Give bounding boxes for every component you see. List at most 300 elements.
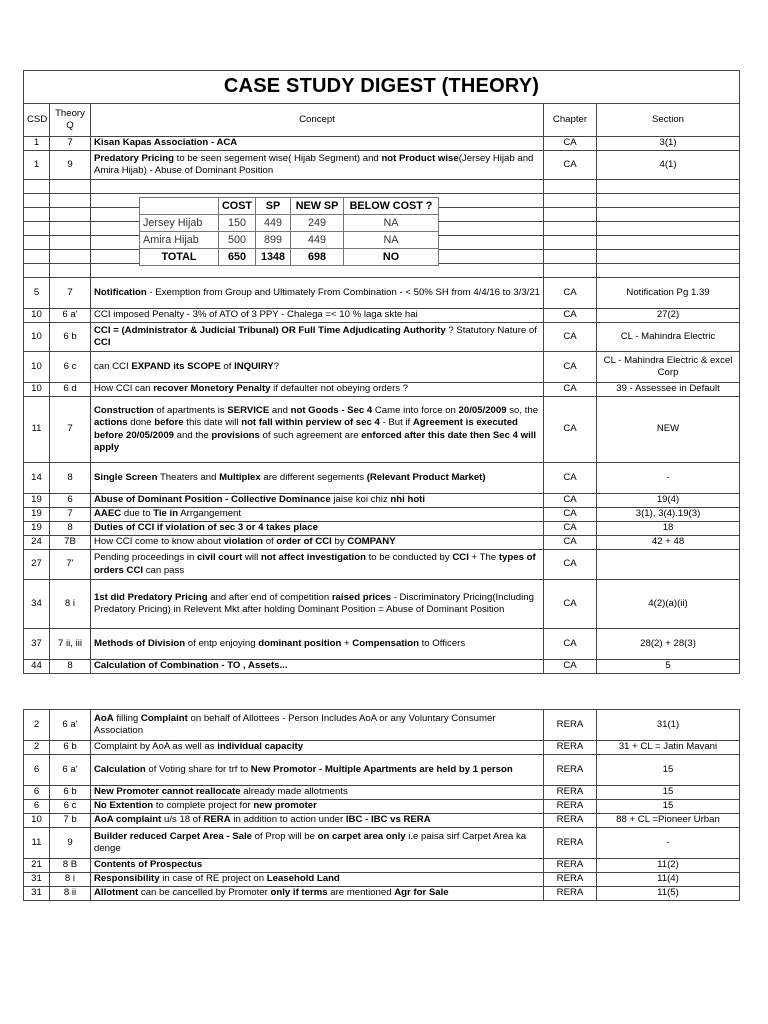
header-section: Section [597, 104, 740, 137]
concept-bold-text: actions [94, 417, 128, 429]
concept-text: ? [273, 360, 280, 372]
concept-bold-text: not fall within perview of sec 4 [241, 417, 380, 429]
concept-bold-text: new promoter [253, 800, 317, 812]
theory-q-cell: 9 [50, 828, 91, 859]
concept-bold-text: recover Monetory Penalty [153, 383, 271, 395]
concept-bold-text: Contents of Prospectus [94, 859, 203, 871]
concept-text: of Voting share for trf to [145, 763, 251, 775]
theory-q-cell: 6 [50, 494, 91, 508]
concept-text: u/s 18 of [161, 814, 204, 826]
chapter-cell: CA [544, 352, 597, 383]
chapter-cell: CA [544, 629, 597, 660]
csd-cell: 19 [24, 522, 50, 536]
concept-text: CCI imposed Penalty - 3% of ATO of 3 PPY - Chalega =< 10 % laga skte hai [94, 309, 418, 321]
new-sp-value: 449 [291, 232, 344, 249]
section-cell: 15 [597, 755, 740, 786]
chapter-cell: CA [544, 660, 597, 674]
concept-bold-text: Notification [94, 286, 147, 298]
concept-bold-text: enforced after this date then Sec 4 will apply [94, 429, 537, 453]
concept-text: and [269, 404, 291, 416]
cost-value: 150 [219, 215, 256, 232]
concept-text: of [263, 536, 277, 548]
section-cell: 4(2)(a)(ii) [597, 580, 740, 629]
theory-q-cell: 6 b [50, 323, 91, 352]
header-chapter: Chapter [544, 104, 597, 137]
concept-cell [91, 873, 544, 887]
concept-bold-text: No Extention [94, 800, 154, 812]
header-csd: CSD [24, 104, 50, 137]
csd-cell: 6 [24, 755, 50, 786]
csd-cell: 11 [24, 828, 50, 859]
table-row [24, 508, 740, 522]
concept-text: i.e paisa sirf Carpet Area ka denge [94, 830, 527, 854]
concept-text: can be cancelled by Promoter [138, 887, 271, 899]
concept-bold-text: AoA complaint [94, 814, 162, 826]
ca-digest-table [23, 70, 740, 674]
csd-cell: 11 [24, 397, 50, 463]
table-row [24, 710, 740, 741]
sp-value: 899 [256, 232, 291, 249]
chapter-cell: RERA [544, 814, 597, 828]
concept-bold-text: 20/05/2009 [458, 404, 507, 416]
theory-q-cell: 8 [50, 522, 91, 536]
concept-text: already made allotments [240, 786, 348, 798]
concept-bold-text: 1st did Predatory Pricing [94, 591, 208, 603]
concept-bold-text: dominant position [258, 637, 342, 649]
concept-bold-text: CCI [452, 552, 469, 564]
theory-q-cell: 8 [50, 660, 91, 674]
concept-bold-text: COMPANY [347, 536, 396, 548]
concept-cell [91, 137, 544, 151]
concept-bold-text: EXPAND its SCOPE [131, 360, 221, 372]
new-sp-value: 249 [291, 215, 344, 232]
csd-cell: 19 [24, 494, 50, 508]
chapter-cell: RERA [544, 873, 597, 887]
concept-bold-text: Construction [94, 404, 154, 416]
section-cell: 15 [597, 800, 740, 814]
concept-bold-text: Leasehold Land [266, 873, 340, 885]
table-row [24, 309, 740, 323]
theory-q-cell: 6 c [50, 800, 91, 814]
theory-q-cell: 8 i [50, 873, 91, 887]
concept-text: jaise koi chiz [330, 494, 391, 506]
chapter-cell: RERA [544, 800, 597, 814]
theory-q-cell: 7 [50, 508, 91, 522]
concept-text: of [220, 360, 235, 372]
concept-bold-text: AAEC [94, 508, 122, 520]
section-cell: 3(1) [597, 137, 740, 151]
section-cell: NEW [597, 397, 740, 463]
csd-cell: 19 [24, 508, 50, 522]
concept-bold-text: Builder reduced Carpet Area - Sale [94, 830, 252, 842]
concept-text: to Officers [418, 637, 466, 649]
concept-text: Pending proceedings in [94, 552, 197, 564]
concept-bold-text: Agreement is executed before 20/05/2009 [94, 417, 518, 441]
concept-text: in case of RE project on [159, 873, 267, 885]
concept-bold-text: CCI = (Administrator & Judicial Tribunal) OR Full Time Adjudicating Authority [94, 324, 446, 336]
chapter-cell: CA [544, 323, 597, 352]
chapter-cell: CA [544, 463, 597, 494]
concept-text: by [331, 536, 348, 548]
concept-text: to complete project for [153, 800, 254, 812]
concept-text: - Discriminatory Pricing(Including Predatory Pricing) in Relevent Mkt after holding Dominant Position = Abuse of Dominant Position [94, 591, 534, 615]
concept-text: can pass [143, 564, 185, 576]
table-row [24, 151, 740, 180]
concept-bold-text: civil court [196, 552, 243, 564]
page-title: CASE STUDY DIGEST (THEORY) [24, 71, 740, 104]
section-cell: - [597, 463, 740, 494]
table-row [24, 660, 740, 674]
concept-text: due to [121, 508, 154, 520]
csd-cell: 24 [24, 536, 50, 550]
concept-text: to be conducted by [365, 552, 453, 564]
concept-text: done [127, 417, 155, 429]
chapter-cell: RERA [544, 828, 597, 859]
table-row [24, 383, 740, 397]
empty-row [24, 180, 740, 194]
section-cell: - [597, 828, 740, 859]
csd-cell: 31 [24, 887, 50, 901]
total-new-sp: 698 [291, 249, 344, 266]
theory-q-cell: 7B [50, 536, 91, 550]
chapter-cell: CA [544, 580, 597, 629]
concept-text: (Jersey Hijab and Amira Hijab) - Abuse of Dominant Position [94, 152, 534, 176]
section-cell: 18 [597, 522, 740, 536]
csd-cell: 10 [24, 323, 50, 352]
concept-cell [91, 814, 544, 828]
table-row [24, 800, 740, 814]
concept-text: Arrgangement [178, 508, 242, 520]
chapter-cell: CA [544, 278, 597, 309]
csd-cell: 44 [24, 660, 50, 674]
section-cell: 4(1) [597, 151, 740, 180]
theory-q-cell: 6 b [50, 741, 91, 755]
concept-cell [91, 859, 544, 873]
table-row [24, 463, 740, 494]
concept-bold-text: CCI [94, 337, 111, 348]
cost-header-blank [140, 198, 219, 215]
concept-bold-text: New Promotor - Multiple Apartments are held by 1 person [250, 763, 513, 775]
below-cost-value: NA [344, 215, 439, 232]
concept-bold-text: Predatory Pricing [94, 152, 174, 164]
concept-cell [91, 660, 544, 674]
table-row [24, 536, 740, 550]
header-theory-q: Theory Q [50, 104, 91, 137]
concept-text: Came into force on [372, 404, 459, 416]
csd-cell: 5 [24, 278, 50, 309]
table-row [24, 873, 740, 887]
concept-bold-text: individual capacity [217, 741, 304, 753]
total-below-cost: NO [344, 249, 439, 266]
theory-q-cell: 7 [50, 278, 91, 309]
concept-cell [91, 887, 544, 901]
concept-bold-text: New Promoter cannot reallocate [94, 786, 241, 798]
table-row [24, 741, 740, 755]
table-row [24, 580, 740, 629]
theory-q-cell: 8 i [50, 580, 91, 629]
sp-value: 449 [256, 215, 291, 232]
below-cost-value: NA [344, 232, 439, 249]
header-row [24, 104, 740, 137]
csd-cell: 6 [24, 800, 50, 814]
csd-cell: 14 [24, 463, 50, 494]
concept-text: are mentioned [327, 887, 395, 899]
concept-cell [91, 323, 544, 352]
theory-q-cell: 6 a' [50, 755, 91, 786]
product-name: Amira Hijab [140, 232, 219, 249]
csd-cell: 37 [24, 629, 50, 660]
concept-text: on behalf of Allottees - Person Includes AoA or any Voluntary Consumer Association [94, 712, 496, 736]
concept-text: can CCI [94, 360, 132, 372]
cost-row [140, 232, 439, 249]
concept-text: + [341, 637, 353, 649]
theory-q-cell: 6 b [50, 786, 91, 800]
table-row [24, 137, 740, 151]
table-row [24, 522, 740, 536]
concept-bold-text: IBC - IBC vs RERA [345, 814, 431, 826]
concept-cell [91, 800, 544, 814]
chapter-cell: RERA [544, 741, 597, 755]
section-cell: 27(2) [597, 309, 740, 323]
concept-cell [91, 536, 544, 550]
concept-bold-text: INQUIRY [234, 360, 274, 372]
table-row [24, 814, 740, 828]
csd-cell: 1 [24, 137, 50, 151]
table-row [24, 887, 740, 901]
chapter-cell: CA [544, 151, 597, 180]
theory-q-cell: 9 [50, 151, 91, 180]
theory-q-cell: 8 [50, 463, 91, 494]
concept-bold-text: provisions [211, 429, 260, 441]
theory-q-cell: 6 c [50, 352, 91, 383]
chapter-cell: RERA [544, 887, 597, 901]
concept-bold-text: types of orders CCI [94, 552, 536, 576]
concept-bold-text: Single Screen [94, 471, 158, 483]
concept-cell [91, 741, 544, 755]
section-cell: CL - Mahindra Electric [597, 323, 740, 352]
csd-cell: 10 [24, 814, 50, 828]
chapter-cell: CA [544, 137, 597, 151]
section-cell: 39 - Assessee in Default [597, 383, 740, 397]
csd-cell: 2 [24, 741, 50, 755]
concept-bold-text: Agr for Sale [394, 887, 449, 899]
concept-cell [91, 494, 544, 508]
theory-q-cell: 7' [50, 550, 91, 580]
section-cell: 88 + CL =Pioneer Urban [597, 814, 740, 828]
concept-bold-text: Multiplex [219, 471, 261, 483]
concept-bold-text: Methods of Division [94, 637, 186, 649]
concept-bold-text: violation [223, 536, 264, 548]
concept-bold-text: on carpet area only [317, 830, 406, 842]
concept-bold-text: Allotment [94, 887, 139, 899]
concept-bold-text: (Relevant Product Market) [366, 471, 486, 483]
section-cell: 3(1), 3(4).19(3) [597, 508, 740, 522]
section-cell: 11(5) [597, 887, 740, 901]
chapter-cell: CA [544, 494, 597, 508]
concept-bold-text: Calculation [94, 763, 146, 775]
concept-bold-text: AoA [94, 712, 114, 724]
table-row [24, 494, 740, 508]
concept-bold-text: nhi hoti [390, 494, 426, 506]
concept-bold-text: Compensation [352, 637, 419, 649]
concept-bold-text: Abuse of Dominant Position - Collective Dominance [94, 494, 331, 506]
total-label: TOTAL [140, 249, 219, 266]
csd-cell: 10 [24, 309, 50, 323]
concept-text: to be seen segement wise( Hijab Segment) and [173, 152, 382, 164]
chapter-cell: RERA [544, 786, 597, 800]
concept-bold-text: Kisan Kapas Association - ACA [94, 137, 238, 149]
cost-header-cost: COST [219, 198, 256, 215]
csd-cell: 31 [24, 873, 50, 887]
theory-q-cell: 8 B [50, 859, 91, 873]
theory-q-cell: 7 [50, 397, 91, 463]
section-cell: 11(2) [597, 859, 740, 873]
concept-text: and after end of competition [207, 591, 332, 603]
cost-total-row [140, 249, 439, 266]
theory-q-cell: 6 a' [50, 309, 91, 323]
concept-text: are different segements [260, 471, 367, 483]
concept-text: Complaint by AoA as well as [94, 741, 218, 753]
concept-text: + The [468, 552, 499, 564]
concept-cell [91, 828, 544, 859]
cost-comparison-table [139, 197, 439, 266]
title-row [24, 71, 740, 104]
concept-cell [91, 383, 544, 397]
concept-text: How CCI come to know about [94, 536, 224, 548]
concept-cell [91, 710, 544, 741]
chapter-cell: CA [544, 383, 597, 397]
concept-text: in addition to action under [230, 814, 346, 826]
csd-cell: 21 [24, 859, 50, 873]
concept-bold-text: Complaint [140, 712, 188, 724]
concept-text: and the [174, 429, 212, 441]
concept-text: so, the [506, 404, 539, 416]
section-cell: CL - Mahindra Electric & excel Corp [597, 352, 740, 383]
concept-cell [91, 151, 544, 180]
table-row [24, 629, 740, 660]
csd-cell: 27 [24, 550, 50, 580]
concept-bold-text: Responsibility [94, 873, 160, 885]
section-cell: 11(4) [597, 873, 740, 887]
section-cell: 28(2) + 28(3) [597, 629, 740, 660]
cost-row [140, 215, 439, 232]
theory-q-cell: 6 a' [50, 710, 91, 741]
concept-cell [91, 508, 544, 522]
section-cell: 31 + CL = Jatin Mavani [597, 741, 740, 755]
chapter-cell: CA [544, 536, 597, 550]
product-name: Jersey Hijab [140, 215, 219, 232]
concept-cell [91, 463, 544, 494]
concept-text: filling [113, 712, 141, 724]
table-row [24, 550, 740, 580]
concept-bold-text: not Product wise [381, 152, 459, 164]
chapter-cell: RERA [544, 859, 597, 873]
concept-cell [91, 397, 544, 463]
concept-bold-text: RERA [203, 814, 231, 826]
concept-bold-text: order of CCI [276, 536, 332, 548]
concept-bold-text: not Goods - Sec 4 [290, 404, 373, 416]
concept-cell [91, 309, 544, 323]
concept-bold-text: before [154, 417, 184, 429]
concept-text: ? Statutory Nature of [445, 324, 537, 336]
concept-text: of apartments is [153, 404, 228, 416]
table-row [24, 278, 740, 309]
theory-q-cell: 8 ii [50, 887, 91, 901]
section-cell: Notification Pg 1.39 [597, 278, 740, 309]
table-row [24, 755, 740, 786]
table-row [24, 786, 740, 800]
rera-digest-table [23, 709, 740, 901]
theory-q-cell: 7 ii, iii [50, 629, 91, 660]
cost-header-new-sp: NEW SP [291, 198, 344, 215]
chapter-cell: CA [544, 522, 597, 536]
cost-table-header [140, 198, 439, 215]
table-row [24, 397, 740, 463]
concept-text: - Exemption from Group and Ultimately From Combination - < 50% SH from 4/4/16 to 3/3/21 [146, 286, 541, 298]
concept-cell [91, 352, 544, 383]
concept-bold-text: not affect investigation [260, 552, 366, 564]
table-row [24, 352, 740, 383]
concept-cell [91, 522, 544, 536]
concept-text: of entp enjoying [185, 637, 259, 649]
total-sp: 1348 [256, 249, 291, 266]
concept-bold-text: only if terms [270, 887, 328, 899]
chapter-cell: CA [544, 309, 597, 323]
cost-value: 500 [219, 232, 256, 249]
chapter-cell: CA [544, 508, 597, 522]
csd-cell: 1 [24, 151, 50, 180]
concept-cell [91, 278, 544, 309]
header-concept: Concept [91, 104, 544, 137]
theory-q-cell: 7 b [50, 814, 91, 828]
csd-cell: 6 [24, 786, 50, 800]
cost-header-sp: SP [256, 198, 291, 215]
concept-cell [91, 786, 544, 800]
table-row [24, 323, 740, 352]
cost-header-below-cost: BELOW COST ? [344, 198, 439, 215]
csd-cell: 10 [24, 352, 50, 383]
chapter-cell: CA [544, 550, 597, 580]
section-cell: 31(1) [597, 710, 740, 741]
section-cell: 42 + 48 [597, 536, 740, 550]
concept-text: How CCI can [94, 383, 154, 395]
csd-cell: 2 [24, 710, 50, 741]
theory-q-cell: 6 d [50, 383, 91, 397]
concept-text: will [242, 552, 261, 564]
concept-bold-text: Duties of CCI if violation of sec 3 or 4 takes place [94, 522, 318, 534]
concept-cell [91, 755, 544, 786]
table-row [24, 828, 740, 859]
concept-text: this date will [183, 417, 242, 429]
theory-q-cell: 7 [50, 137, 91, 151]
chapter-cell: RERA [544, 710, 597, 741]
concept-text: of Prop will be [252, 830, 318, 842]
concept-bold-text: SERVICE [227, 404, 270, 416]
concept-cell [91, 580, 544, 629]
concept-text: if defaulter not obeying orders ? [270, 383, 409, 395]
csd-cell: 34 [24, 580, 50, 629]
section-cell: 5 [597, 660, 740, 674]
section-cell [597, 550, 740, 580]
concept-text: of such agreement are [259, 429, 362, 441]
concept-cell [91, 550, 544, 580]
section-cell: 15 [597, 786, 740, 800]
concept-text: Theaters and [157, 471, 220, 483]
concept-text: - But if [379, 417, 413, 429]
total-cost: 650 [219, 249, 256, 266]
chapter-cell: CA [544, 397, 597, 463]
concept-bold-text: Calculation of Combination - TO , Assets... [94, 660, 288, 672]
